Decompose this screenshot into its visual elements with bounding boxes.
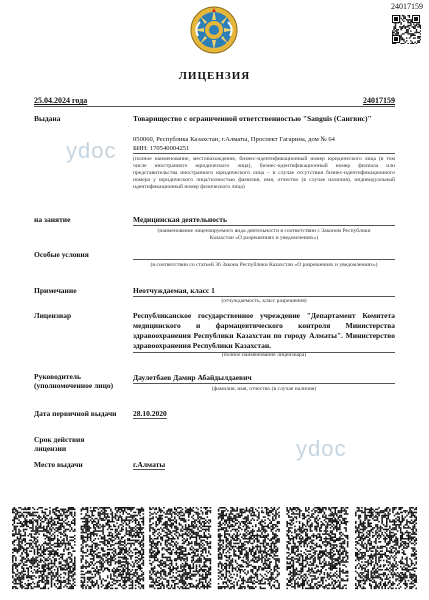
head-note: (фамилия, имя, отчество (в случае наличия) <box>211 386 317 392</box>
head-label: Руководитель <box>34 372 81 381</box>
corner-document-number: 24017159 <box>391 2 423 11</box>
issue-date: 25.04.2024 года <box>34 96 88 105</box>
issued-to-note: (полное наименование, местонахождение, бизнес-идентификационный номер юридического лица (в том числе иностранного юридического лица), бизнес-идентификационный номер филиала или представительства иностранного юридического лица – в случае отсутствия бизнес-идентификационного номера у юридического лица/полностью фамилия, имя, отчество (в случае наличия), индивидуальный идентификационный номер физического лица) <box>133 156 395 190</box>
licensor-label: Лицензиар <box>34 311 72 320</box>
head-label-sub: (уполномоченное лицо) <box>34 381 114 390</box>
place-value: г.Алматы <box>133 460 166 469</box>
remark-value: Неотчуждаемая, класс 1 <box>133 286 395 297</box>
special-conditions-value <box>133 250 395 260</box>
issued-to-label: Выдана <box>34 114 61 123</box>
issued-to-company: Товарищество с ограниченной ответственностью "Sanguis (Сангвис)" <box>133 114 372 123</box>
first-issue-label: Дата первичной выдачи <box>34 409 117 418</box>
activity-value: Медицинская деятельность <box>133 215 395 226</box>
watermark-bottom: ydoc <box>296 436 347 461</box>
validity-value <box>133 435 395 444</box>
issued-to-bin: БИН: 170540004251 <box>133 145 395 154</box>
place-label: Место выдачи <box>34 460 83 469</box>
head-value: Даулетбаев Дамир Абайдылдаевич <box>133 373 395 384</box>
licensor-note: (полное наименование лицензиара) <box>221 352 307 358</box>
watermark-top: ydoc <box>66 138 117 163</box>
validity-label: Срок действия <box>34 435 85 444</box>
activity-note: (наименование лицензируемого вида деятельности в соответствии с Законом Республики Казахстан «О разрешениях и уведомлениях») <box>157 228 371 241</box>
special-conditions-note: (в соответствии со статьей 36 Закона Республики Казахстан «О разрешениях и уведомлениях») <box>150 262 378 268</box>
remark-note: (отчуждаемость, класс разрешения) <box>221 298 307 304</box>
special-conditions-label: Особые условия <box>34 250 89 259</box>
remark-label: Примечание <box>34 286 77 295</box>
validity-label-sub: лицензии <box>34 444 67 453</box>
license-number: 24017159 <box>363 96 395 105</box>
licensor-value: Республиканское государственное учреждение "Департамент Комитета медицинского и фармацевтического контроля Министерства здравоохранения Республики Казахстан по городу Алматы". Министерство здравоохранения Республики Казахстан. <box>133 311 395 353</box>
first-issue-value: 28.10.2020 <box>133 409 167 418</box>
state-emblem-icon <box>190 6 238 54</box>
activity-label: на занятие <box>34 215 71 224</box>
qr-code-top <box>391 14 421 44</box>
document-title: ЛИЦЕНЗИЯ <box>178 70 251 82</box>
issued-to-address: 050060, Республика Казахстан, г.Алматы, Проспект Гагарина, дом № 64 <box>133 136 335 143</box>
qr-code-strip <box>12 505 417 590</box>
header-divider <box>34 106 395 107</box>
